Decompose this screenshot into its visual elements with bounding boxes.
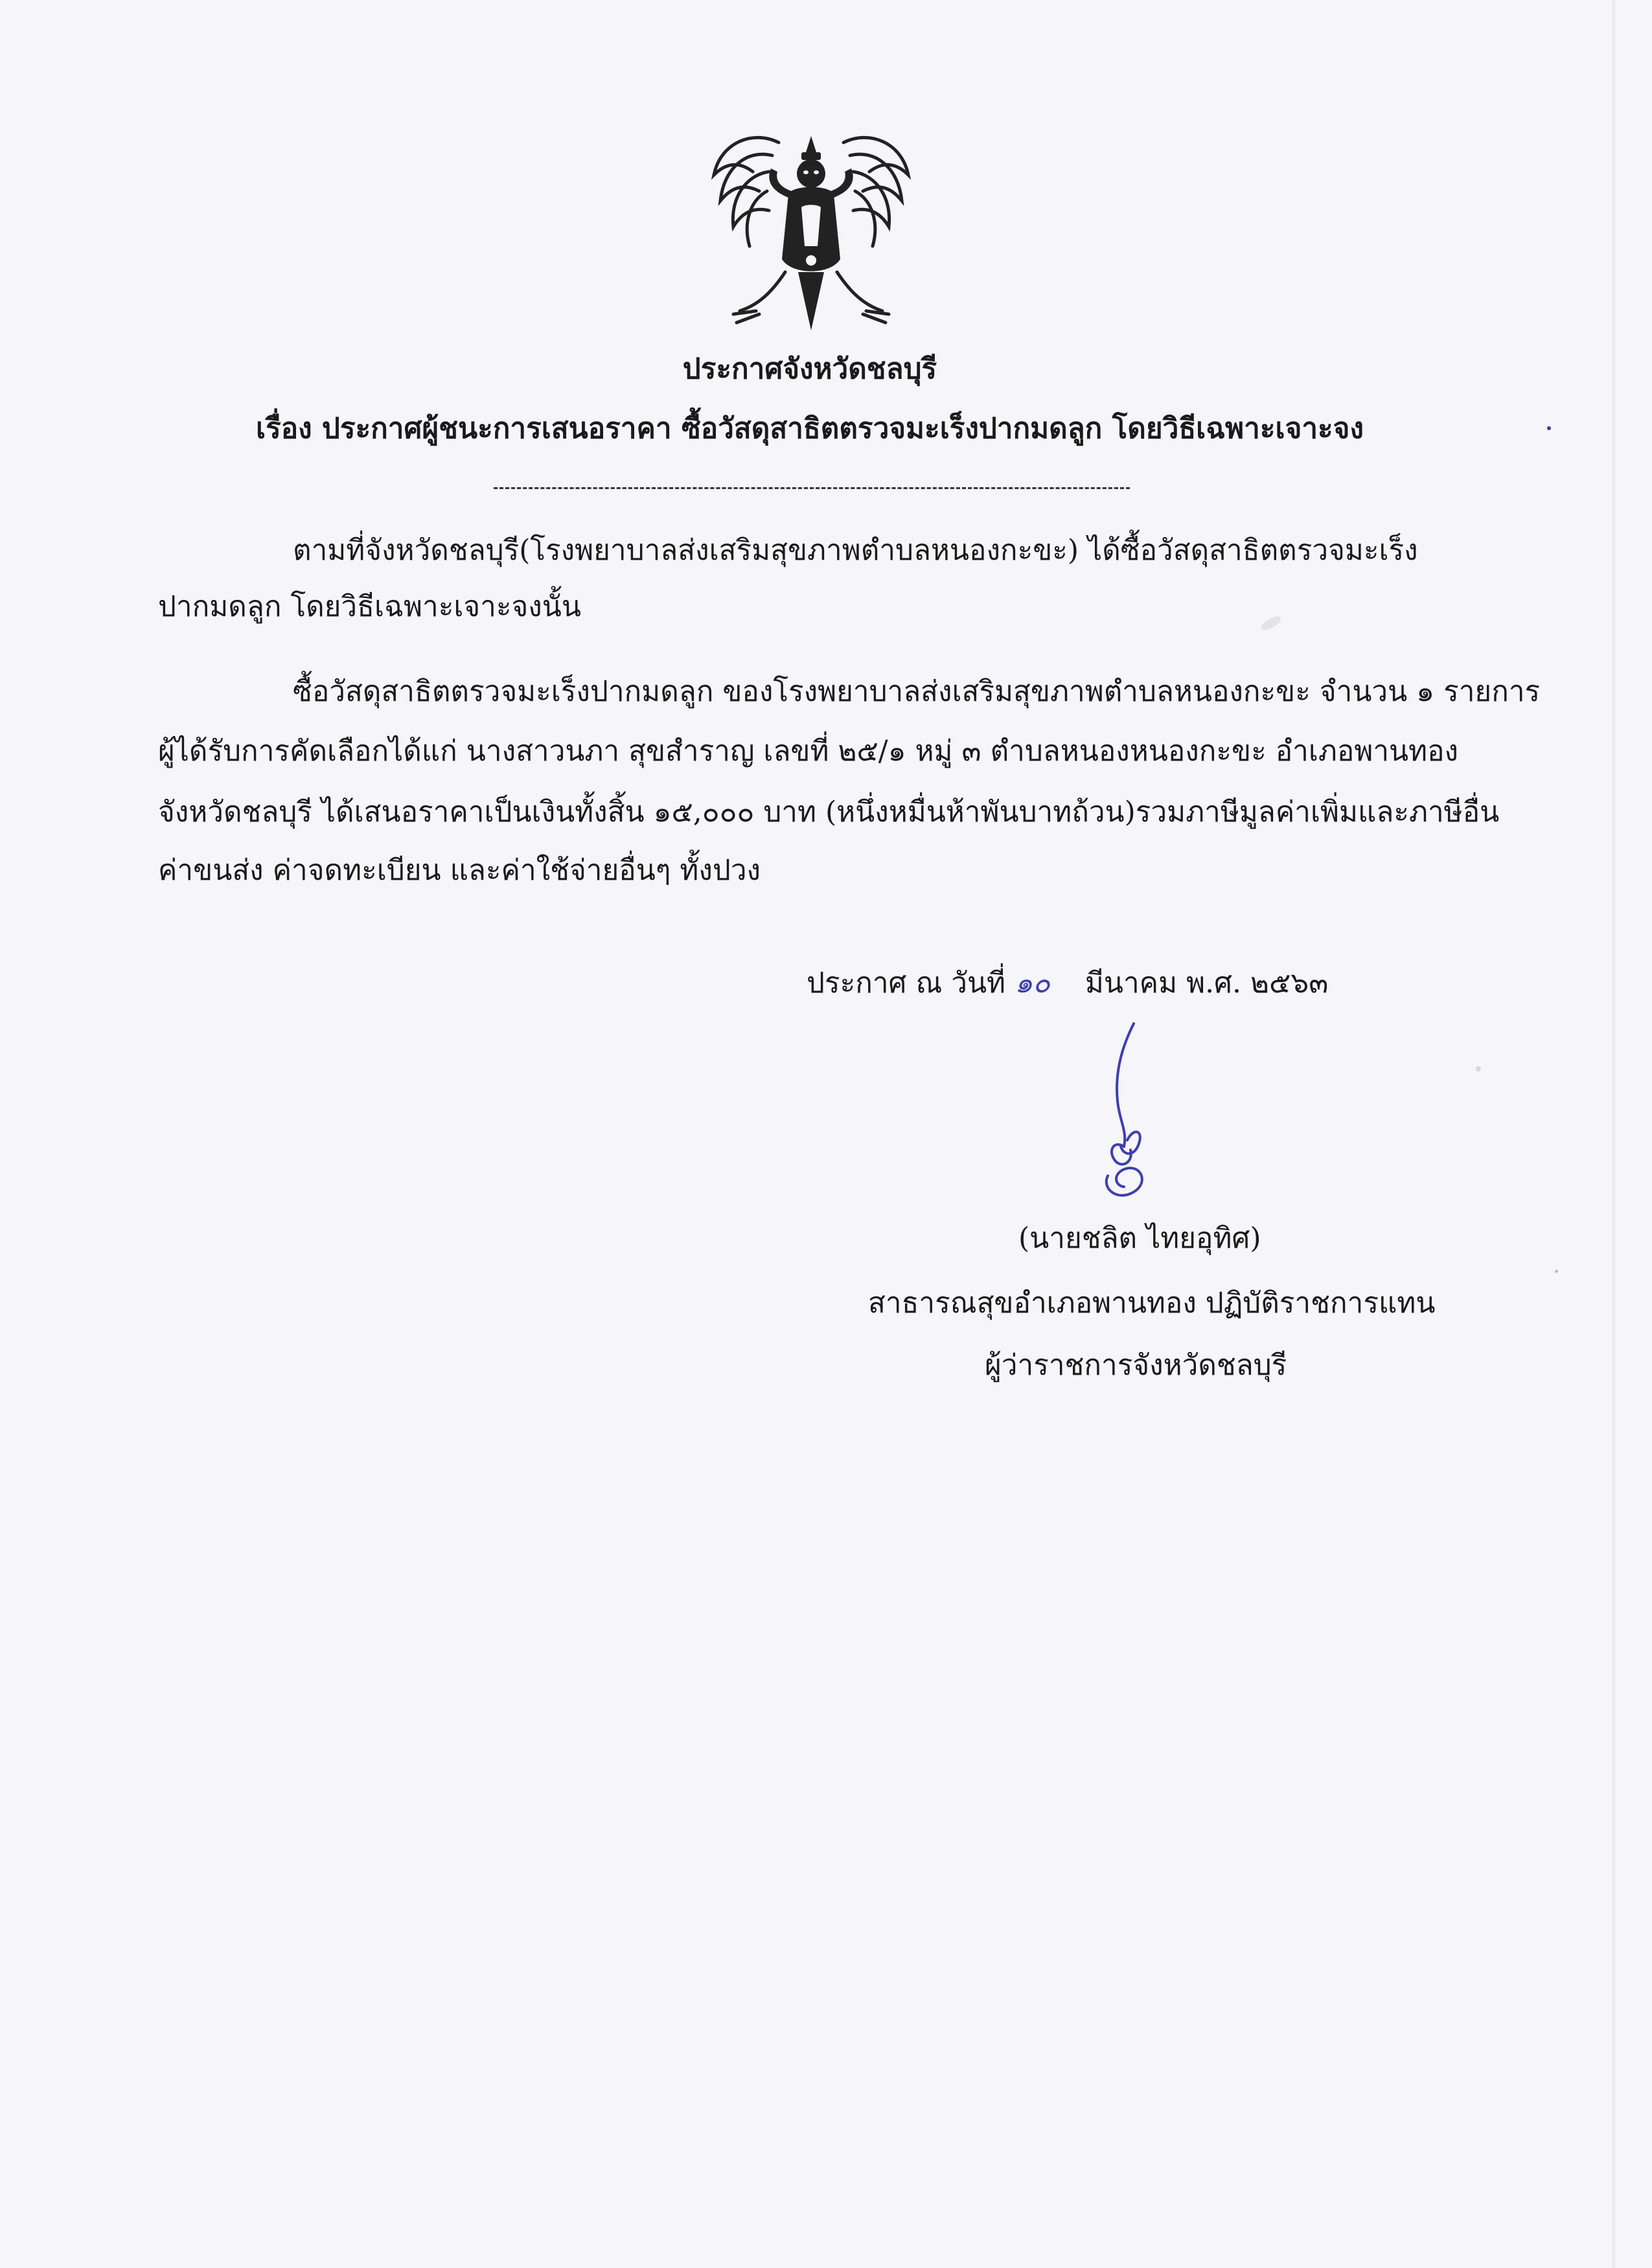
paragraph2-line3: จังหวัดชลบุรี ได้เสนอราคาเป็นเงินทั้งสิ้น ๑๕,๐๐๐ บาท (หนึ่งหมื่นห้าพันบาทถ้วน)รวมภาษีมูลค่าเพิ่มและภาษีอื่น	[158, 796, 1500, 829]
signer-name: (นายชลิต ไทยอุทิศ)	[1018, 1222, 1261, 1255]
handwritten-signature	[1062, 1017, 1199, 1211]
signer-position-2: ผู้ว่าราชการจังหวัดชลบุรี	[985, 1349, 1287, 1382]
announcement-date	[807, 969, 1328, 998]
date-prefix: ประกาศ ณ วันที่	[807, 967, 1006, 1000]
document-subject: เรื่อง ประกาศผู้ชนะการเสนอราคา ซื้อวัสดุสาธิตตรวจมะเร็งปากมดลูก โดยวิธีเฉพาะเจาะจง	[256, 412, 1364, 445]
page-edge-shadow	[1612, 0, 1616, 2268]
document-title: ประกาศจังหวัดชลบุรี	[682, 352, 937, 385]
dashed-separator	[494, 487, 1130, 489]
scan-speck	[1555, 1270, 1558, 1273]
scan-speck	[1476, 1066, 1481, 1071]
paragraph2-line4: ค่าขนส่ง ค่าจดทะเบียน และค่าใช้จ่ายอื่นๆ ทั้งปวง	[158, 854, 761, 887]
scan-speck	[1547, 426, 1551, 430]
date-month-year: มีนาคม พ.ศ. ๒๕๖๓	[1084, 967, 1329, 1000]
paragraph2-line1: ซื้อวัสดุสาธิตตรวจมะเร็งปากมดลูก ของโรงพยาบาลส่งเสริมสุขภาพตำบลหนองกะขะ จำนวน ๑ รายการ	[293, 675, 1541, 708]
date-day-handwritten: ๑๐	[1015, 967, 1050, 1000]
paragraph2-line2: ผู้ได้รับการคัดเลือกได้แก่ นางสาวนภา สุขสำราญ เลขที่ ๒๕/๑ หมู่ ๓ ตำบลหนองหนองกะขะ อำเภอพานทอง	[158, 735, 1459, 768]
paragraph1-line2: ปากมดลูก โดยวิธีเฉพาะเจาะจงนั้น	[158, 590, 581, 623]
scan-speck	[1259, 613, 1283, 632]
garuda-emblem-icon	[707, 117, 915, 334]
signer-position-1: สาธารณสุขอำเภอพานทอง ปฏิบัติราชการแทน	[868, 1287, 1436, 1320]
paragraph1-line1: ตามที่จังหวัดชลบุรี(โรงพยาบาลส่งเสริมสุขภาพตำบลหนองกะขะ) ได้ซื้อวัสดุสาธิตตรวจมะเร็ง	[293, 534, 1418, 567]
